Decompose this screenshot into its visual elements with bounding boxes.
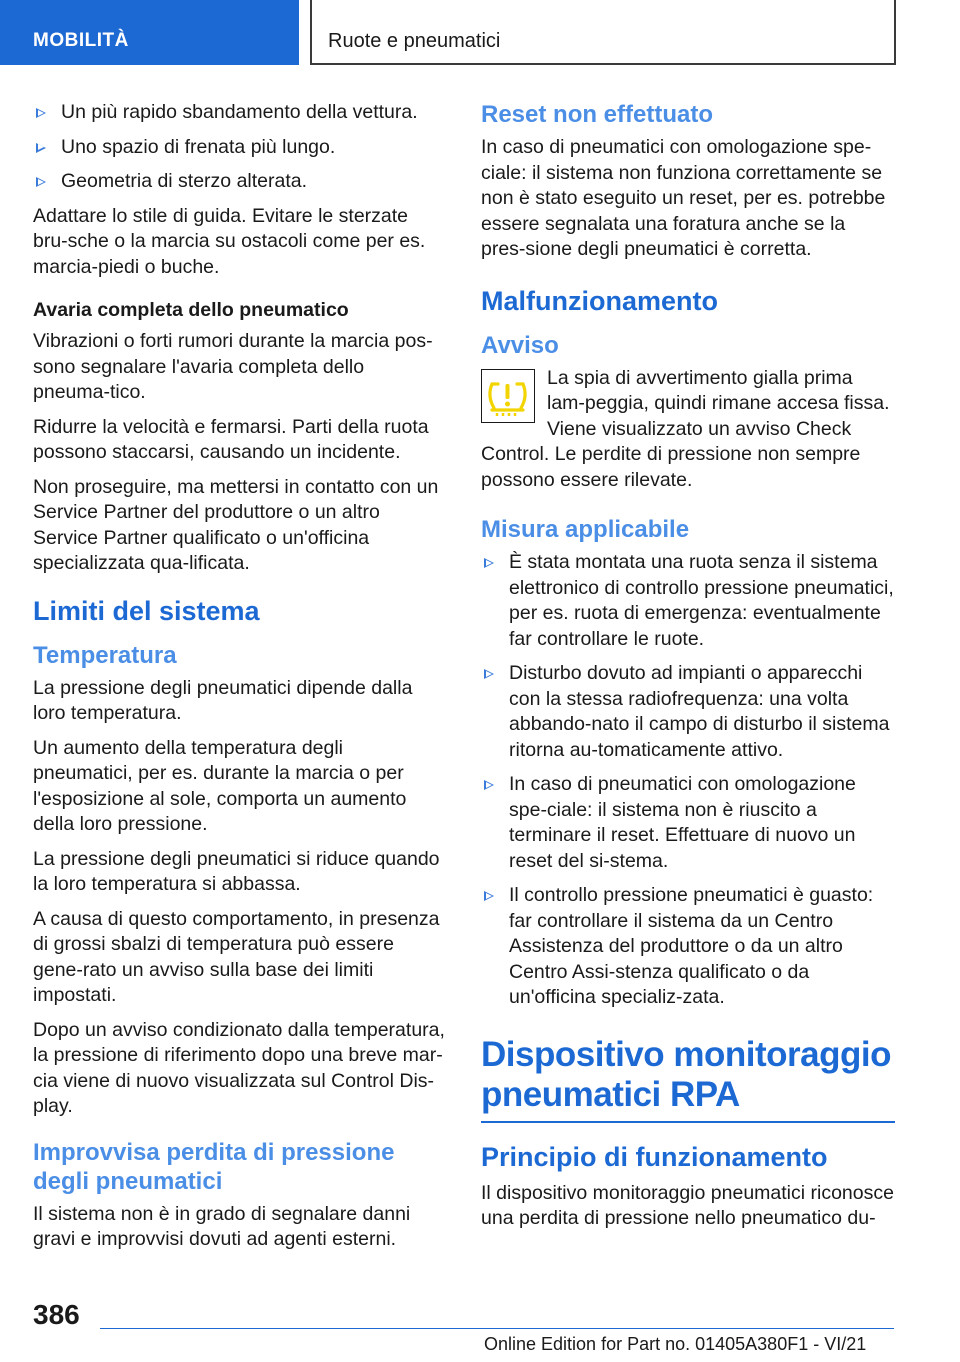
heading-misura: Misura applicabile [481,516,690,543]
bullet-triangle-icon [36,143,46,153]
warning-block [481,366,895,494]
paragraph: Il sistema non è in grado di segnalare danni gravi e improvvisi dovuti ad agenti esterni. [33,1202,411,1250]
footer-divider [100,1328,894,1329]
paragraph: Vibrazioni o forti rumori durante la marcia pos-sono segnalare l'avaria completa dello pneuma-tico. [33,330,433,403]
paragraph: A causa di questo comportamento, in presenza di grossi sbalzi di temperatura può essere gene-rato un avviso sulla base dei limiti impostati. [33,907,440,1006]
heading-temperatura: Temperatura [33,641,177,669]
chapter-tab [310,0,896,65]
bullet-triangle-icon [484,891,494,901]
heading-rpa: Dispositivo monitoraggio pneumatici RPA [481,1035,895,1123]
edition-note: Online Edition for Part no. 01405A380F1 - VI/21 [484,1334,867,1354]
tire-pressure-warning-icon [481,369,535,423]
bullet-triangle-icon [484,558,494,568]
paragraph: La spia di avvertimento gialla prima lam-peggia, quindi rimane accesa fissa. Viene visualizzato un avviso Check Control. Le perdite di pressione non sempre possono essere rilevate. [481,366,890,491]
heading-reset: Reset non effettuato [481,101,714,128]
paragraph: Il dispositivo monitoraggio pneumatici riconosce una perdita di pressione nello pneumatico du- [481,1181,894,1229]
left-column [33,100,445,1262]
paragraph: In caso di pneumatici con omologazione spe-ciale: il sistema non funziona correttamente se non è stato eseguito un reset, per es. potrebbe essere segnalata una foratura anche se la pres-sione degli pneumatici è corretta. [481,136,886,260]
list-item: Uno spazio di frenata più lungo. [33,135,445,161]
paragraph: Non proseguire, ma mettersi in contatto con un Service Partner del produttore o un altro Service Partner qualificato o un'officina specializzata qua-lificata. [33,475,439,574]
heading-principio: Principio di funzionamento [481,1141,828,1172]
subheading-avaria: Avaria completa dello pneumatico [33,299,349,321]
section-tab [0,0,299,65]
list-item: Disturbo dovuto ad impianti o apparecchi con la stessa radiofrequenza: una volta abbando-nato il campo di disturbo il sistema ritorna au-tomaticamente attivo. [481,661,895,763]
paragraph: La pressione degli pneumatici dipende dalla loro temperatura. [33,676,413,724]
bullet-triangle-icon [484,780,494,790]
list-item: Il controllo pressione pneumatici è guasto: far controllare il sistema da un Centro Assistenza del produttore o da un altro Centro Assi-stenza qualificato o da un'officina specializ-zata. [481,883,895,1011]
paragraph: Dopo un avviso condizionato dalla temperatura, la pressione di riferimento dopo una breve mar-cia viene di nuovo visualizzata sul Control Dis-play. [33,1018,445,1117]
heading-improvvisa: Improvvisa perdita di pressione degli pneumatici [33,1138,395,1195]
list-item: Geometria di sterzo alterata. [33,169,445,195]
heading-malfunzionamento: Malfunzionamento [481,285,718,316]
bullet-triangle-icon [484,669,494,679]
section-title: MOBILITÀ [33,30,129,51]
right-column [481,100,895,1241]
paragraph: Un aumento della temperatura degli pneumatici, per es. durante la marcia o per l'esposizione al sole, comporta un aumento della loro pressione. [33,736,407,835]
heading-limiti: Limiti del sistema [33,595,260,626]
list-item: Un più rapido sbandamento della vettura. [33,100,445,126]
paragraph: Adattare lo stile di guida. Evitare le sterzate bru-sche o la marcia su ostacoli come per es. marcia-piedi o buche. [33,204,426,278]
page-number: 386 [33,1299,80,1330]
paragraph: La pressione degli pneumatici si riduce quando la loro temperatura si abbassa. [33,847,440,895]
bullet-triangle-icon [36,177,46,187]
bullet-triangle-icon [36,108,46,118]
list-item: È stata montata una ruota senza il sistema elettronico di controllo pressione pneumatici, per es. ruota di emergenza: eventualmente far controllare le ruote. [481,550,895,652]
paragraph: Ridurre la velocità e fermarsi. Parti della ruota possono staccarsi, causando un incidente. [33,415,429,463]
list-item: In caso di pneumatici con omologazione spe-ciale: il sistema non è riuscito a terminare il reset. Effettuare di nuovo un reset del si-stema. [481,772,895,874]
heading-avviso: Avviso [481,331,559,359]
chapter-title: Ruote e pneumatici [328,30,501,52]
